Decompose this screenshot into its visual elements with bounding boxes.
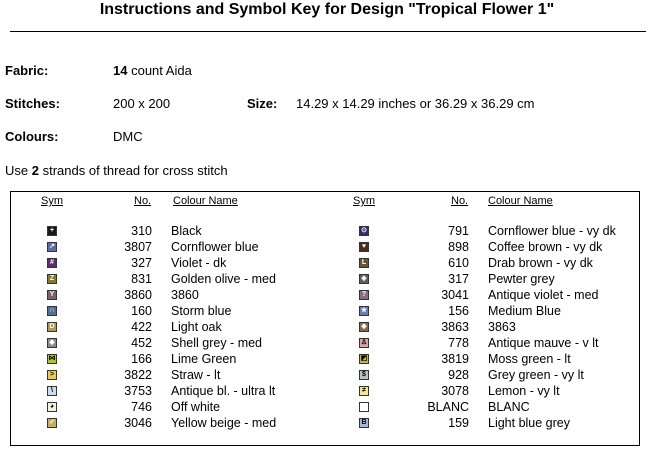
colour-name: Medium Blue <box>488 304 561 318</box>
colour-name: Violet - dk <box>171 256 227 270</box>
symbol-icon: ✓ <box>47 418 57 428</box>
strand-count: 2 <box>31 163 39 178</box>
colour-name: BLANC <box>488 400 530 414</box>
key-row <box>11 335 639 351</box>
dmc-number: 3863 <box>441 320 469 334</box>
fabric-label: Fabric: <box>5 63 49 78</box>
key-row <box>11 287 639 303</box>
key-row <box>11 383 639 399</box>
symbol-icon: D <box>47 322 57 332</box>
symbol-icon: + <box>47 226 57 236</box>
fabric-value <box>113 63 192 78</box>
dmc-number: 3078 <box>441 384 469 398</box>
symbol-icon: ◈ <box>359 274 369 284</box>
dmc-number: 3753 <box>124 384 152 398</box>
fabric-type: count Aida <box>131 63 192 78</box>
key-row <box>11 255 639 271</box>
symbol-icon: ◆ <box>47 338 57 348</box>
symbol-icon: ∩ <box>47 306 57 316</box>
page-title: Instructions and Symbol Key for Design "Tropical Flower 1" <box>99 1 555 18</box>
dmc-number: 422 <box>131 320 152 334</box>
key-row <box>11 415 639 431</box>
colour-name: Lemon - vy lt <box>488 384 560 398</box>
fabric-count: 14 <box>113 63 128 78</box>
symbol-icon: ↗ <box>47 242 57 252</box>
colour-name: 3860 <box>171 288 199 302</box>
colours-value: DMC <box>113 129 143 144</box>
dmc-number: 160 <box>131 304 152 318</box>
colour-name: Lime Green <box>171 352 237 366</box>
symbol-icon: ♙ <box>360 339 368 346</box>
key-row <box>11 239 639 255</box>
dmc-number: 746 <box>131 400 152 414</box>
header-no-right: No. <box>451 195 469 207</box>
key-row <box>11 271 639 287</box>
size-label: Size: <box>247 96 278 111</box>
colour-name: 3863 <box>488 320 516 334</box>
symbol-icon: ⊙ <box>359 226 369 236</box>
dmc-number: 159 <box>448 416 469 430</box>
dmc-number: BLANC <box>427 400 469 414</box>
dmc-number: 327 <box>131 256 152 270</box>
header-sym-left: Sym <box>41 195 63 207</box>
symbol-icon: ◆ <box>359 322 369 332</box>
symbol-icon: Y <box>47 290 57 300</box>
dmc-number: 778 <box>448 336 469 350</box>
dmc-number: 3807 <box>124 240 152 254</box>
dmc-number: 791 <box>448 224 469 238</box>
symbol-icon: ? <box>359 290 369 300</box>
dmc-number: 610 <box>448 256 469 270</box>
dmc-number: 3860 <box>124 288 152 302</box>
colour-name: Antique bl. - ultra lt <box>171 384 276 398</box>
symbol-icon: ◩ <box>360 355 368 362</box>
colour-name: Moss green - lt <box>488 352 571 366</box>
instruction-post: strands of thread for cross stitch <box>42 163 228 178</box>
header-name-left: Colour Name <box>173 195 238 207</box>
colour-name: Black <box>171 224 202 238</box>
dmc-number: 3819 <box>441 352 469 366</box>
dmc-number: 3041 <box>441 288 469 302</box>
symbol-icon: \ <box>47 386 57 396</box>
symbol-icon: B <box>359 418 369 428</box>
symbol-icon: ♥ <box>359 242 369 252</box>
colour-name: Storm blue <box>171 304 232 318</box>
symbol-icon <box>359 402 369 412</box>
instruction-pre: Use <box>5 163 29 178</box>
title-divider <box>10 31 646 32</box>
size-value: 14.29 x 14.29 inches or 36.29 x 36.29 cm <box>296 96 535 111</box>
colour-name: Grey green - vy lt <box>488 368 584 382</box>
dmc-number: 928 <box>448 368 469 382</box>
colour-name: Pewter grey <box>488 272 555 286</box>
dmc-number: 156 <box>448 304 469 318</box>
symbol-icon: ★ <box>360 307 368 314</box>
symbol-icon: Z <box>47 274 57 284</box>
colour-name: Yellow beige - med <box>171 416 277 430</box>
dmc-number: 898 <box>448 240 469 254</box>
stitches-value: 200 x 200 <box>113 96 171 111</box>
header-no-left: No. <box>134 195 152 207</box>
header-sym-right: Sym <box>353 195 375 207</box>
dmc-number: 166 <box>131 352 152 366</box>
header-name-right: Colour Name <box>488 195 553 207</box>
symbol-icon: ⋈ <box>48 355 56 362</box>
dmc-number: 317 <box>448 272 469 286</box>
dmc-number: 452 <box>131 336 152 350</box>
dmc-number: 3046 <box>124 416 152 430</box>
key-row <box>11 351 639 367</box>
colours-label: Colours: <box>5 129 59 144</box>
colour-name: Antique violet - med <box>488 288 599 302</box>
colour-name: Light oak <box>171 320 222 334</box>
symbol-key-table <box>10 191 640 446</box>
colour-name: Light blue grey <box>488 416 571 430</box>
key-row <box>11 367 639 383</box>
instruction-text <box>5 163 228 178</box>
colour-name: Cornflower blue - vy dk <box>488 224 616 238</box>
symbol-icon: ◕ <box>47 402 57 412</box>
symbol-icon: L <box>359 258 369 268</box>
key-row <box>11 223 639 239</box>
colour-name: Antique mauve - v lt <box>488 336 599 350</box>
dmc-number: 831 <box>131 272 152 286</box>
symbol-icon: ≠ <box>359 386 369 396</box>
symbol-icon: > <box>47 370 57 380</box>
colour-name: Straw - lt <box>171 368 221 382</box>
colour-name: Cornflower blue <box>171 240 259 254</box>
colour-name: Golden olive - med <box>171 272 276 286</box>
symbol-icon: $ <box>359 370 369 380</box>
symbol-icon: # <box>47 258 57 268</box>
key-row <box>11 319 639 335</box>
key-row <box>11 399 639 415</box>
colour-name: Off white <box>171 400 221 414</box>
key-row <box>11 303 639 319</box>
colour-name: Shell grey - med <box>171 336 263 350</box>
dmc-number: 3822 <box>124 368 152 382</box>
stitches-label: Stitches: <box>5 96 60 111</box>
colour-name: Drab brown - vy dk <box>488 256 593 270</box>
colour-name: Coffee brown - vy dk <box>488 240 603 254</box>
dmc-number: 310 <box>131 224 152 238</box>
